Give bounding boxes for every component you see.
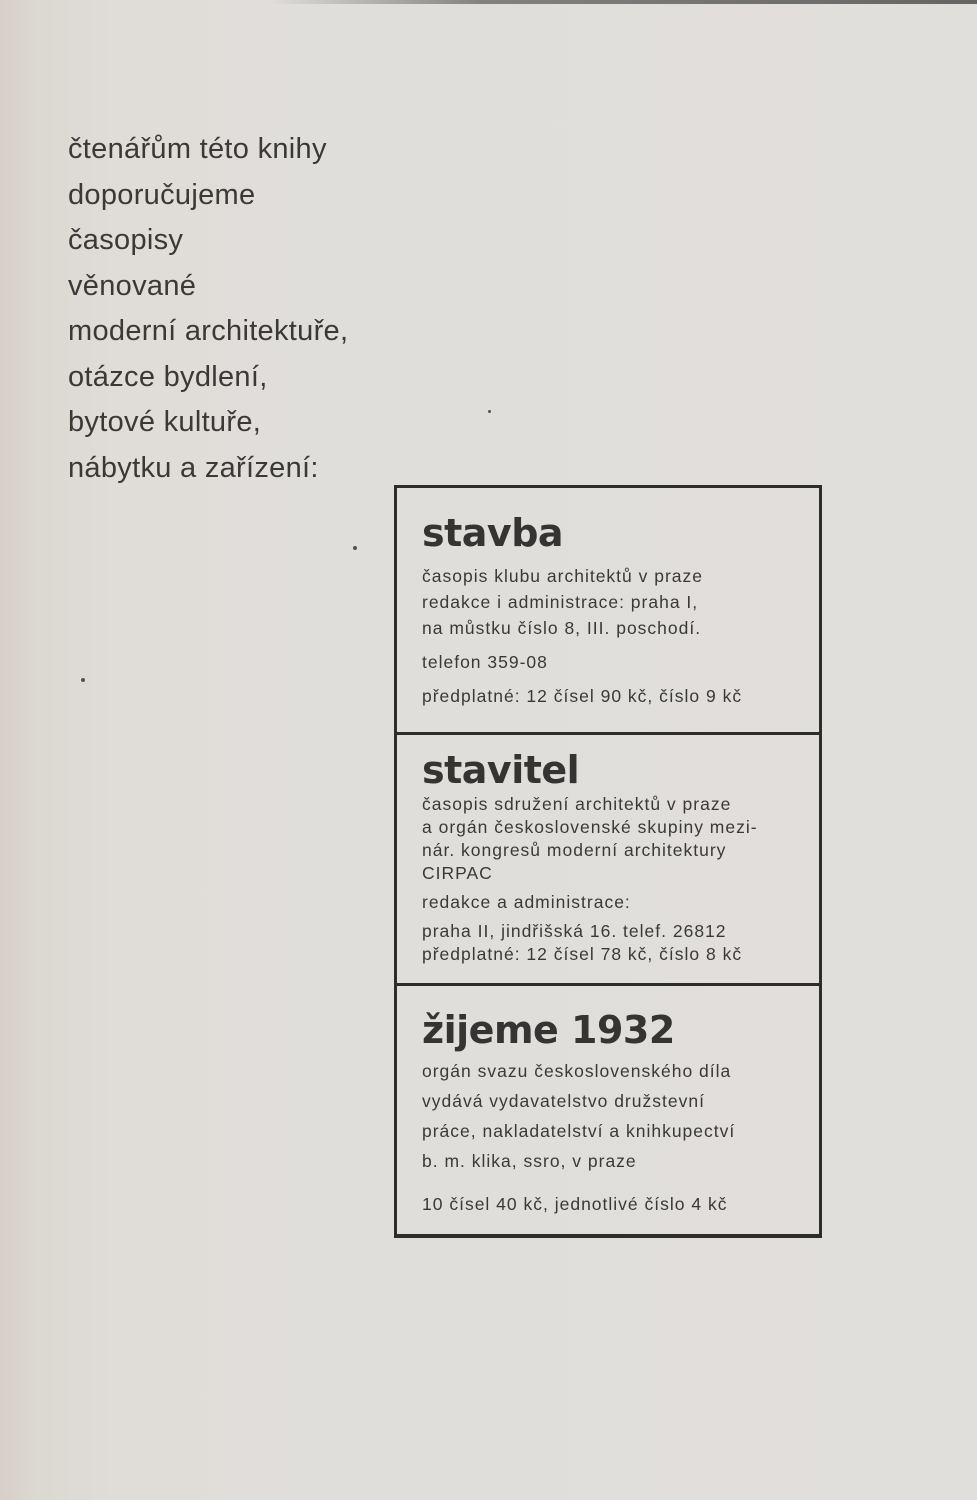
magazine-address: praha II, jindřišská 16. telef. 26812 [422,921,727,941]
magazine-subscription: 10 čísel 40 kč, jednotlivé číslo 4 kč [422,1194,728,1214]
magazine-listing-box [394,485,822,1238]
magazine-phone: telefon 359-08 [422,652,548,672]
intro-line: otázce bydlení, [68,360,268,393]
intro-line: časopisy [68,224,184,256]
magazine-zijeme-1932 [397,983,819,1241]
intro-line: moderní architektuře, [68,315,349,347]
magazine-subscription: předplatné: 12 čísel 78 kč, číslo 8 kč [422,944,743,964]
magazine-line: na můstku číslo 8, III. poschodí. [422,618,702,638]
magazine-title: stavba [422,511,564,555]
intro-text [68,127,348,491]
magazine-subscription: předplatné: 12 čísel 90 kč, číslo 9 kč [422,686,743,706]
intro-line: doporučujeme [68,178,256,211]
magazine-line: redakce a administrace: [422,892,631,912]
magazine-line: nár. kongresů moderní architektury [422,840,727,860]
magazine-stavitel [397,732,819,986]
magazine-line: časopis sdružení architektů v praze [422,794,732,814]
magazine-line: redakce i administrace: praha I, [422,592,699,612]
page-edge-shadow [270,0,977,4]
intro-line: věnované [68,269,197,302]
magazine-line: CIRPAC [422,863,493,883]
magazine-title: žijeme 1932 [422,1008,675,1052]
intro-line: bytové kultuře, [68,406,262,438]
magazine-line: a orgán československé skupiny mezi- [422,817,758,837]
magazine-line: vydává vydavatelstvo družstevní [422,1091,705,1111]
speck [488,410,491,413]
speck [353,546,357,550]
magazine-line: b. m. klika, ssro, v praze [422,1151,637,1171]
magazine-title: stavitel [422,748,580,792]
magazine-line: časopis klubu architektů v praze [422,566,704,586]
magazine-line: orgán svazu československého díla [422,1061,732,1081]
magazine-stavba [397,488,819,732]
intro-line: čtenářům této knihy [68,133,327,165]
intro-line: nábytku a zařízení: [68,451,319,484]
magazine-line: práce, nakladatelství a knihkupectví [422,1121,736,1141]
speck [81,678,85,682]
